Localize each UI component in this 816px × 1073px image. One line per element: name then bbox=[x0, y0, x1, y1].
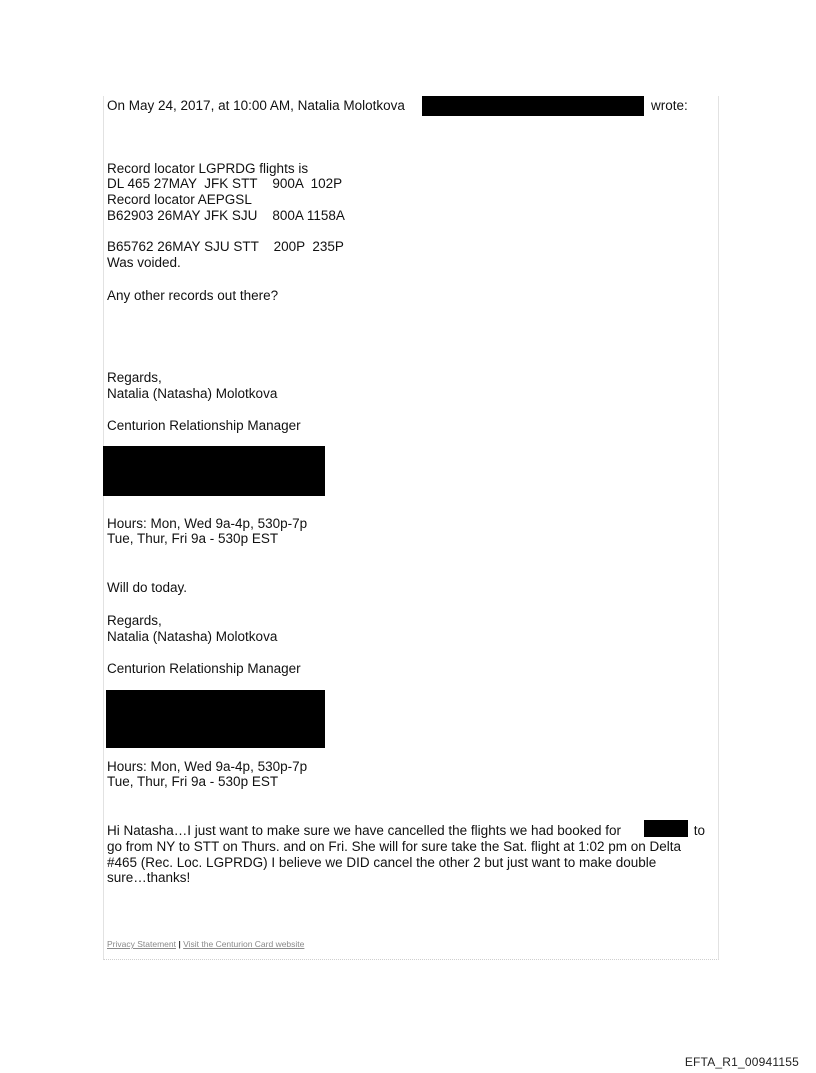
record-line: Was voided. bbox=[107, 255, 181, 270]
signature-regards: Regards, bbox=[107, 613, 162, 628]
message-line: sure…thanks! bbox=[107, 870, 191, 885]
signature-hours: Hours: Mon, Wed 9a-4p, 530p-7p bbox=[107, 759, 308, 774]
signature-title: Centurion Relationship Manager bbox=[107, 661, 301, 676]
will-do-text: Will do today. bbox=[107, 580, 188, 595]
signature-name: Natalia (Natasha) Molotkova bbox=[107, 386, 278, 401]
signature-regards: Regards, bbox=[107, 370, 162, 385]
header-suffix: wrote: bbox=[651, 98, 688, 113]
signature-hours: Tue, Thur, Fri 9a - 530p EST bbox=[107, 774, 279, 789]
privacy-statement-link[interactable]: Privacy Statement bbox=[107, 939, 176, 949]
footer-links bbox=[107, 939, 304, 949]
message-line: go from NY to STT on Thurs. and on Fri. She will for sure take the Sat. flight at 1:02 pm on Delta bbox=[107, 839, 682, 854]
message-line: #465 (Rec. Loc. LGPRDG) I believe we DID cancel the other 2 but just want to make double bbox=[107, 855, 657, 870]
record-line: Record locator LGPRDG flights is bbox=[107, 161, 309, 176]
record-line: DL 465 27MAY JFK STT 900A 102P bbox=[107, 176, 343, 191]
record-line: Record locator AEPGSL bbox=[107, 192, 252, 207]
signature-name: Natalia (Natasha) Molotkova bbox=[107, 629, 278, 644]
signature-hours: Tue, Thur, Fri 9a - 530p EST bbox=[107, 531, 279, 546]
record-line: B65762 26MAY SJU STT 200P 235P bbox=[107, 239, 344, 254]
question-text: Any other records out there? bbox=[107, 288, 279, 303]
header-prefix: On May 24, 2017, at 10:00 AM, Natalia Molotkova bbox=[107, 98, 409, 113]
link-separator: | bbox=[178, 939, 181, 949]
redaction-email-address bbox=[422, 96, 644, 116]
redaction-contact-block bbox=[106, 690, 325, 748]
redaction-name bbox=[644, 820, 688, 837]
centurion-website-link[interactable]: Visit the Centurion Card website bbox=[183, 939, 305, 949]
signature-hours: Hours: Mon, Wed 9a-4p, 530p-7p bbox=[107, 516, 308, 531]
message-line-end: to bbox=[690, 823, 706, 838]
redaction-contact-block bbox=[103, 446, 325, 496]
signature-title: Centurion Relationship Manager bbox=[107, 418, 301, 433]
document-id: EFTA_R1_00941155 bbox=[684, 1055, 799, 1069]
message-line: Hi Natasha…I just want to make sure we have cancelled the flights we had booked for bbox=[107, 823, 625, 838]
record-line: B62903 26MAY JFK SJU 800A 1158A bbox=[107, 208, 345, 223]
